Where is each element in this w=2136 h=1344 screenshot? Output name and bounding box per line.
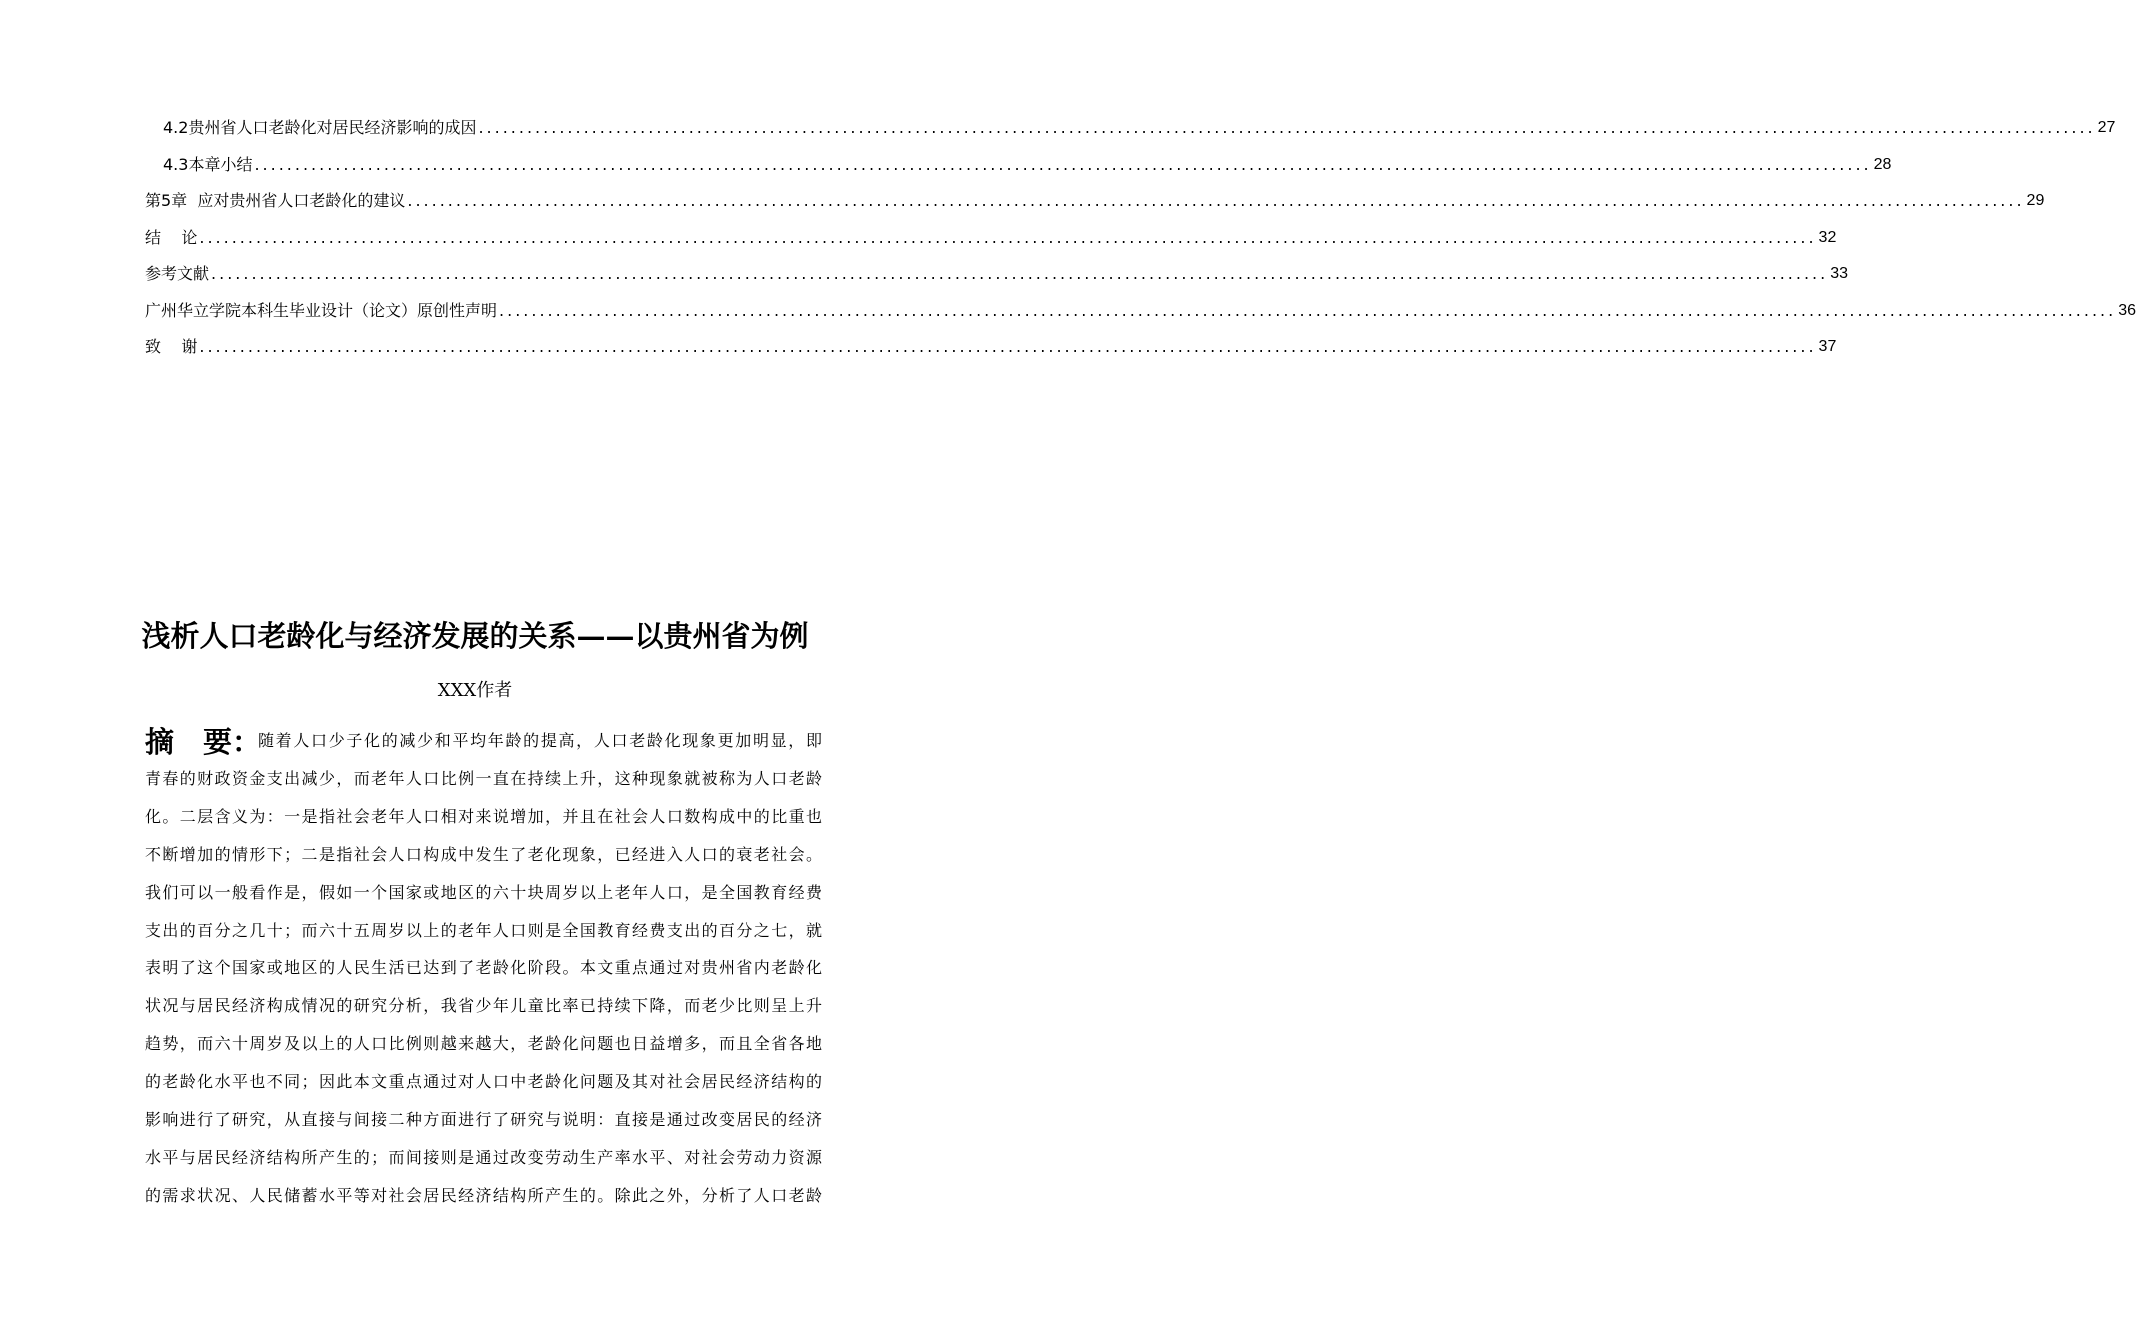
toc-entry-title: 4.2贵州省人口老龄化对居民经济影响的成因 bbox=[163, 118, 477, 137]
abstract-line: 水平与居民经济结构所产生的；而间接则是通过改变劳动生产率水平、对社会劳动力资源 bbox=[145, 1147, 822, 1167]
toc-entry-page: 37 bbox=[1818, 338, 1837, 355]
paper-author: XXX作者 bbox=[437, 680, 513, 701]
abstract-line: 的老龄化水平也不同；因此本文重点通过对人口中老龄化问题及其对社会居民经济结构的 bbox=[145, 1072, 822, 1092]
toc-leader-dots: ........................................................................................................................................................................................................ bbox=[199, 227, 1817, 247]
toc-entry-page: 29 bbox=[2026, 192, 2045, 209]
toc-entry-page: 32 bbox=[1818, 228, 1837, 246]
toc-entry[interactable] bbox=[145, 262, 1848, 286]
abstract-line: 表明了这个国家或地区的人民生活已达到了老龄化阶段。本文重点通过对贵州省内老龄化 bbox=[145, 958, 822, 978]
toc-entry[interactable] bbox=[145, 189, 2045, 213]
toc-leader-dots: ........................................................................................................................................................................................................ bbox=[499, 300, 2117, 320]
toc-entry-title: 第5章 应对贵州省人口老龄化的建议 bbox=[145, 191, 406, 210]
toc-entry[interactable] bbox=[145, 226, 1837, 250]
toc-leader-dots: ........................................................................................................................................................................................................ bbox=[478, 118, 2096, 137]
abstract-line: 支出的百分之几十；而六十五周岁以上的老年人口则是全国教育经费支出的百分之七，就 bbox=[145, 920, 822, 940]
toc-entry[interactable] bbox=[163, 116, 2116, 140]
toc-entry-title: 结 论 bbox=[145, 227, 198, 247]
abstract-line: 的需求状况、人民储蓄水平等对社会居民经济结构所产生的。除此之外，分析了人口老龄 bbox=[145, 1185, 822, 1205]
abstract-line: 我们可以一般看作是，假如一个国家或地区的六十块周岁以上老年人口，是全国教育经费 bbox=[145, 882, 822, 902]
toc-entry-page: 28 bbox=[1873, 155, 1892, 173]
abstract-line: 化。二层含义为：一是指社会老年人口相对来说增加，并且在社会人口数构成中的比重也 bbox=[145, 806, 822, 826]
toc-entry-title: 4.3本章小结 bbox=[163, 154, 253, 174]
toc-entry[interactable] bbox=[145, 335, 1837, 359]
abstract-line: 影响进行了研究，从直接与间接二种方面进行了研究与说明：直接是通过改变居民的经济 bbox=[145, 1110, 822, 1129]
abstract-line: 状况与居民经济构成情况的研究分析，我省少年儿童比率已持续下降，而老少比则呈上升 bbox=[145, 996, 822, 1016]
toc-leader-dots: ........................................................................................................................................................................................................ bbox=[254, 154, 1872, 174]
toc-leader-dots: ........................................................................................................................................................................................................ bbox=[211, 264, 1829, 283]
toc-entry[interactable] bbox=[163, 153, 1892, 177]
abstract-line: 趋势，而六十周岁及以上的人口比例则越来越大，老龄化问题也日益增多，而且全省各地 bbox=[145, 1034, 822, 1054]
toc-entry[interactable] bbox=[145, 299, 2136, 323]
toc-leader-dots: ........................................................................................................................................................................................................ bbox=[199, 337, 1817, 356]
paper-title: 浅析人口老龄化与经济发展的关系——以贵州省为例 bbox=[141, 619, 809, 653]
abstract-line: 不断增加的情形下；二是指社会人口构成中发生了老化现象，已经进入人口的衰老社会。 bbox=[145, 844, 822, 864]
toc-entry-title: 参考文献 bbox=[145, 264, 210, 283]
toc-entry-title: 致 谢 bbox=[145, 337, 198, 356]
toc-entry-page: 27 bbox=[2097, 119, 2116, 136]
toc-entry-page: 33 bbox=[1830, 265, 1848, 282]
abstract-line: 随着人口少子化的减少和平均年龄的提高，人口老龄化现象更加明显，即 bbox=[258, 731, 822, 750]
abstract-line: 青春的财政资金支出减少，而老年人口比例一直在持续上升，这种现象就被称为人口老龄 bbox=[145, 768, 822, 788]
toc-leader-dots: ........................................................................................................................................................................................................ bbox=[407, 191, 2025, 210]
toc-entry-title: 广州华立学院本科生毕业设计（论文）原创性声明 bbox=[145, 300, 498, 320]
abstract-label: 摘 要： bbox=[145, 725, 262, 759]
toc-entry-page: 36 bbox=[2118, 301, 2136, 319]
